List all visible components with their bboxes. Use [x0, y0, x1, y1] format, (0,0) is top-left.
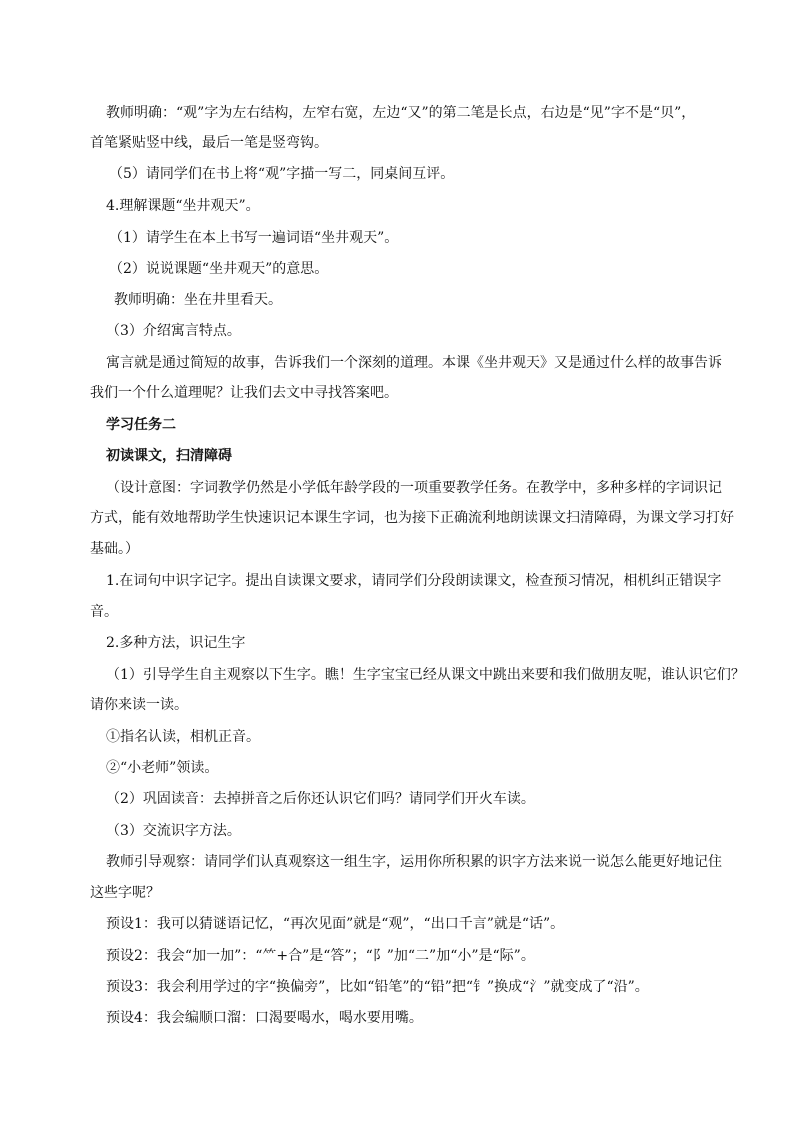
paragraph-line: （1）引导学生自主观察以下生字。瞧！生字宝宝已经从课文中跳出来要和我们做朋友呢，谁认识它们？: [106, 667, 745, 683]
paragraph-line: 教师明确：坐在井里看天。: [114, 292, 282, 308]
paragraph-line: 我们一个什么道理呢？让我们去文中寻找答案吧。: [90, 385, 398, 401]
paragraph-line: 首笔紧贴竖中线，最后一笔是竖弯钩。: [90, 135, 328, 151]
preset-item: 预设4：我会编顺口溜：口渴要喝水，喝水要用嘴。: [106, 1010, 423, 1026]
paragraph-line: 教师明确：“观”字为左右结构，左窄右宽，左边“又”的第二笔是长点，右边是“见”字不是“贝”，: [106, 105, 696, 121]
task-heading: 学习任务二: [106, 417, 176, 433]
paragraph-line: （设计意图：字词教学仍然是小学低年龄学段的一项重要教学任务。在教学中，多种多样的字词识记: [106, 480, 722, 496]
paragraph-line: （3）交流识字方法。: [106, 823, 241, 839]
paragraph-line: （2）巩固读音：去掉拼音之后你还认识它们吗？请同学们开火车读。: [106, 791, 535, 807]
paragraph-line: 寓言就是通过简短的故事，告诉我们一个深刻的道理。本课《坐井观天》又是通过什么样的故事告诉: [106, 355, 722, 371]
list-item: ①指名认读，相机正音。: [106, 729, 260, 745]
section-heading: 4.理解课题“坐井观天”。: [106, 198, 260, 214]
task-subheading: 初读课文，扫清障碍: [106, 448, 232, 464]
preset-item: 预设2：我会“加一加”：“⺮+合”是“答”；“阝”加“二”加“小”是“际”。: [106, 948, 535, 964]
paragraph-line: 教师引导观察：请同学们认真观察这一组生字，运用你所积累的识字方法来说一说怎么能更好地记住: [106, 854, 722, 870]
preset-item: 预设3：我会利用学过的字“换偏旁”，比如“铅笔”的“铅”把“钅”换成“氵”就变成了“沿”。: [106, 979, 649, 995]
paragraph-line: 基础。）: [90, 541, 139, 557]
paragraph-line: （3）介绍寓言特点。: [106, 323, 241, 339]
paragraph-line: 这些字呢？: [90, 885, 160, 901]
paragraph-line: 音。: [90, 604, 118, 620]
paragraph-line: 请你来读一读。: [90, 697, 188, 713]
paragraph-line: （1）请学生在本上书写一遍词语“坐井观天”。: [109, 230, 399, 246]
list-item: ②“小老师”领读。: [106, 760, 219, 776]
paragraph-line: （5）请同学们在书上将“观”字描一写二，同桌间互评。: [109, 166, 455, 182]
paragraph-line: （2）说说课题“坐井观天”的意思。: [109, 261, 329, 277]
preset-item: 预设1：我可以猜谜语记忆，“再次见面”就是“观”，“出口千言”就是“话”。: [106, 916, 565, 932]
paragraph-line: 1.在词句中识字记字。提出自读课文要求，请同学们分段朗读课文，检查预习情况，相机纠正错误字: [106, 573, 722, 589]
paragraph-line: 方式，能有效地帮助学生快速识记本课生字词，也为接下正确流利地朗读课文扫清障碍，为课文学习打好: [90, 510, 734, 526]
section-heading: 2.多种方法，识记生字: [106, 635, 246, 651]
